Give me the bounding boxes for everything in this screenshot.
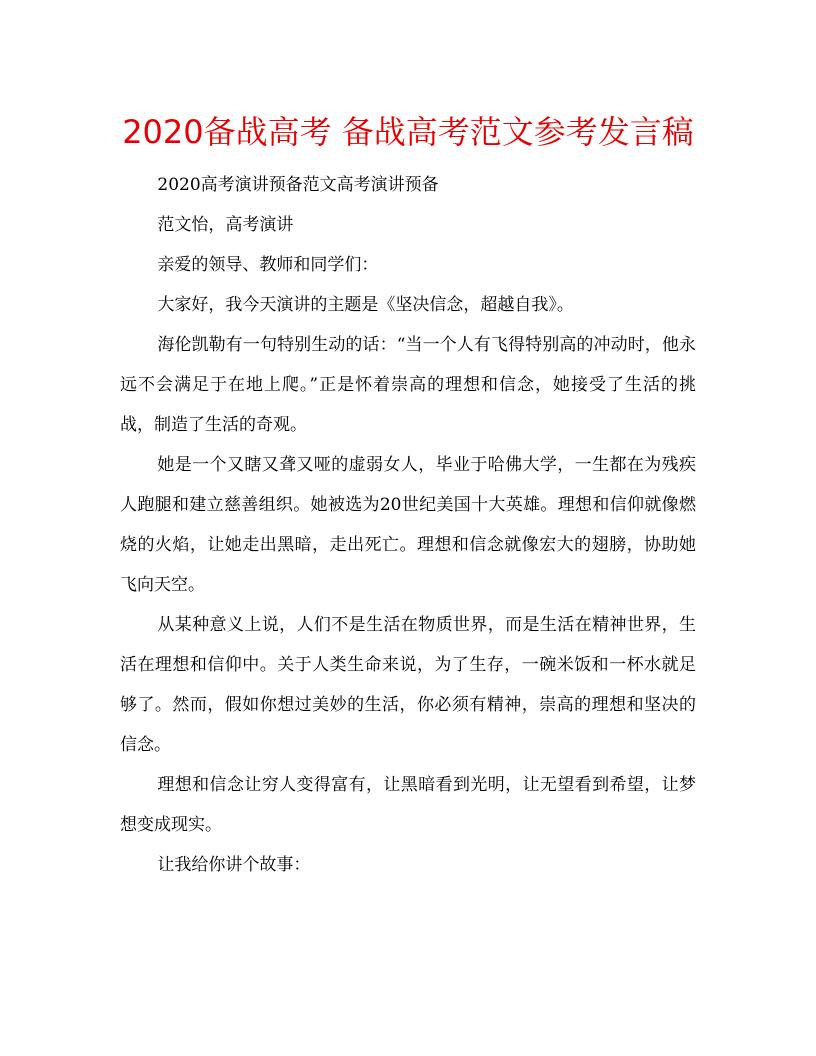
paragraph: 海伦凯勒有一句特别生动的话：“当一个人有飞得特别高的冲动时，他永远不会满足于在地上爬。”正是怀着崇高的理想和信念，她接受了生活的挑战，制造了生活的奇观。: [120, 335, 696, 435]
document-body: [120, 165, 696, 885]
paragraph: 范文怡，高考演讲: [157, 215, 294, 235]
document-title: 2020备战高考 备战高考范文参考发言稿: [122, 113, 694, 151]
paragraph: 理想和信念让穷人变得富有，让黑暗看到光明，让无望看到希望，让梦想变成现实。: [120, 775, 696, 835]
paragraph: 2020高考演讲预备范文高考演讲预备: [157, 175, 439, 195]
paragraph: 她是一个又瞎又聋又哑的虚弱女人，毕业于哈佛大学，一生都在为残疾人跑腿和建立慈善组织。她被选为20世纪美国十大英雄。理想和信仰就像燃烧的火焰，让她走出黑暗，走出死亡。理想和信念就像宏大的翅膀，协助她飞向天空。: [120, 455, 696, 595]
paragraph: 亲爱的领导、教师和同学们：: [157, 255, 379, 275]
paragraph: 从某种意义上说，人们不是生活在物质世界，而是生活在精神世界，生活在理想和信仰中。关于人类生命来说，为了生存，一碗米饭和一杯水就足够了。然而，假如你想过美妙的生活，你必须有精神，崇高的理想和坚决的信念。: [120, 615, 696, 755]
paragraph: 大家好，我今天演讲的主题是《坚决信念，超越自我》。: [157, 295, 574, 315]
paragraph: 让我给你讲个故事：: [157, 855, 311, 875]
